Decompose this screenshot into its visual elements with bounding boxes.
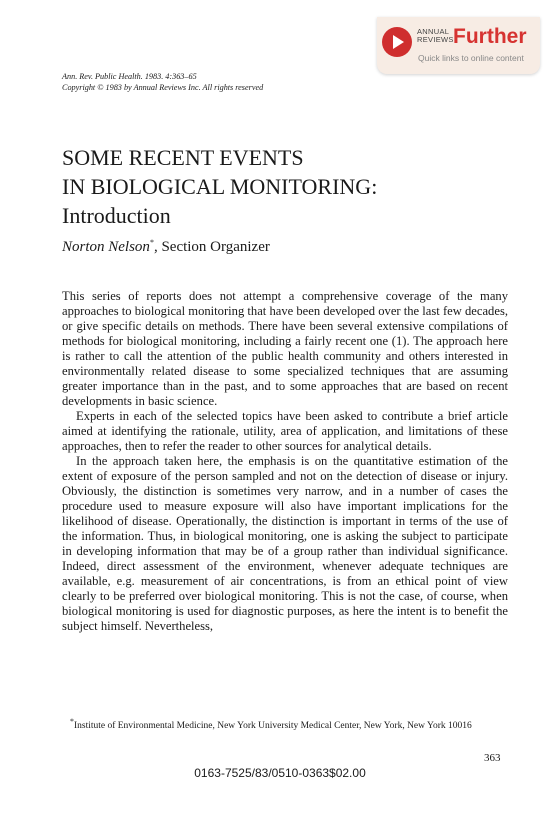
title-line-3: Introduction <box>62 203 171 228</box>
badge-reviews-text: REVIEWS <box>417 35 454 44</box>
paragraph-3: In the approach taken here, the emphasis is on the quantitative estimation of the extent of exposure of the person sampled and not on the detection of disease or injury. Obviously, the distinction is sometimes very narrow, and in a number of cases the procedure used to measure exposure will also have important implications for the likelihood of disease. Operationally, the distinction is important in terms of the use of the information. Thus, in biological monitoring, one is asking the subject to participate in developing information that may be of a group rather than individual significance. Indeed, direct assessment of the environment, whenever adequate techniques are available, e.g. measurement of air concentrations, is from an ethical point of view clearly to be preferred over biological monitoring. This is not the case, of course, when biological monitoring is used for diagnostic purposes, as here the intent is to benefit the subject himself. Nevertheless, <box>62 454 508 633</box>
badge-brand <box>417 28 454 44</box>
title-line-1: SOME RECENT EVENTS <box>62 145 304 170</box>
author-footnote-mark: * <box>149 238 154 247</box>
footnote-text: Institute of Environmental Medicine, New York University Medical Center, New York, New York 10016 <box>73 721 472 732</box>
footnote <box>62 716 508 733</box>
citation-line-2: Copyright © 1983 by Annual Reviews Inc. All rights reserved <box>62 82 264 92</box>
author-role: , Section Organizer <box>153 239 270 255</box>
paragraph-2: Experts in each of the selected topics have been asked to contribute a brief article aimed at identifying the rationale, utility, area of application, and limitations of these approaches, then to refer the reader to other sources for analytical details. <box>62 409 508 453</box>
play-icon <box>382 27 412 57</box>
title-line-2: IN BIOLOGICAL MONITORING: <box>62 174 378 199</box>
footnote-mark: * <box>70 717 74 726</box>
article-code: 0163-7525/83/0510-0363$02.00 <box>194 766 366 780</box>
paragraph-1: This series of reports does not attempt a comprehensive coverage of the many approaches to biological monitoring that have been developed over the last few decades, or give specific details on methods. There have been several extensive compilations of methods for biological monitoring, including a fairly recent one (1). The approach here is rather to call the attention of the public health community and others interested in environmentally related disease to some specialized techniques that are assuming greater importance than in the past, and to some approaches that are based on recent developments in basic science. <box>62 289 508 408</box>
badge-further-text: Further <box>453 25 527 48</box>
badge-annual-text: ANNUAL <box>417 27 450 36</box>
body-text <box>62 289 508 634</box>
author-line <box>62 238 270 256</box>
author-name: Norton Nelson <box>62 239 150 255</box>
article-title <box>62 143 377 230</box>
annual-reviews-further-badge[interactable] <box>377 17 540 74</box>
page-number: 363 <box>484 752 501 764</box>
citation-line-1: Ann. Rev. Public Health. 1983. 4:363–65 <box>62 72 197 81</box>
badge-subtitle: Quick links to online content <box>418 53 524 63</box>
citation <box>62 72 263 93</box>
